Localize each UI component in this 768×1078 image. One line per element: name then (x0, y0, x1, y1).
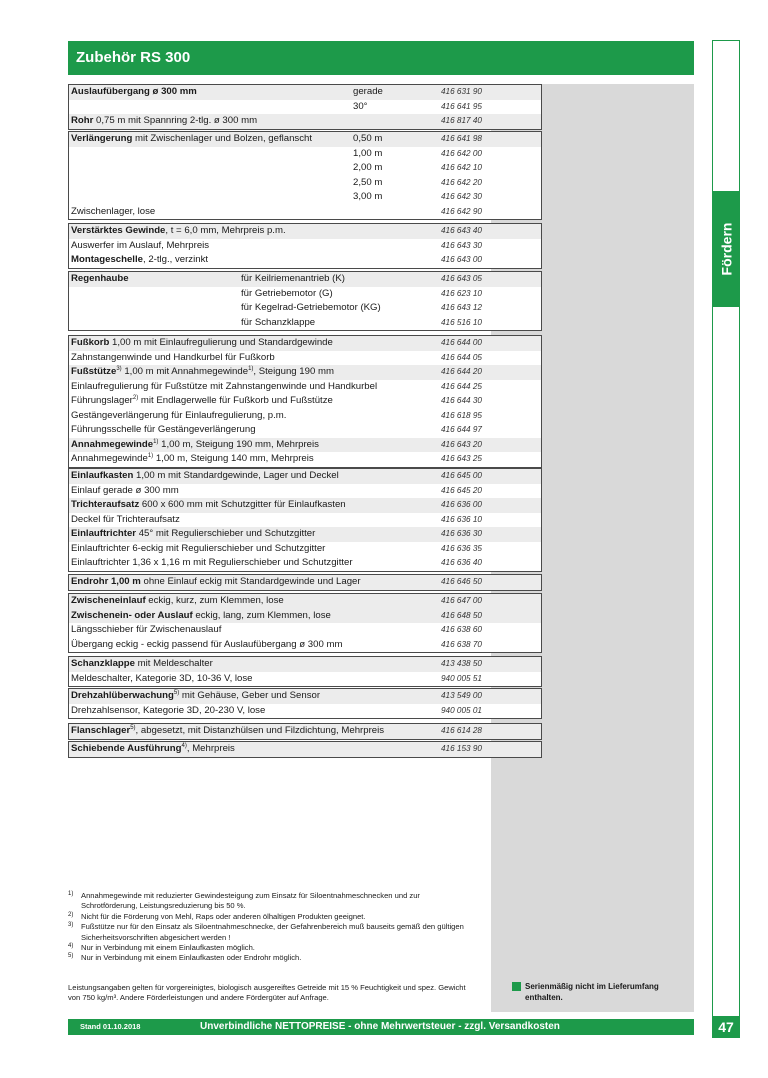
item-option: 30° (353, 100, 368, 112)
article-number: 416 648 50 (441, 610, 482, 620)
item-name: Auslaufübergang ø 300 mm (71, 86, 197, 97)
article-number: 413 549 00 (441, 691, 482, 700)
footnote: 2) Nicht für die Förderung von Mehl, Raps oder anderen ölhaltigen Produkten geeignet. (68, 911, 366, 921)
article-number: 940 005 01 (441, 705, 482, 715)
item-description (71, 704, 265, 719)
legend-text: Serienmäßig nicht im Lieferumfang enthalten. (525, 982, 659, 1002)
footnotes (68, 891, 468, 964)
table-row (69, 351, 541, 366)
item-detail: Einlauf gerade ø 300 mm (71, 484, 179, 496)
item-description (71, 724, 384, 739)
item-description (71, 542, 325, 557)
article-number: 416 643 25 (441, 454, 482, 463)
item-name: Fußstütze (71, 366, 117, 377)
item-description (71, 85, 197, 100)
table-row (69, 336, 541, 351)
item-name: Zwischenein- oder Auslauf (71, 609, 193, 621)
table-block (68, 223, 542, 269)
table-row (69, 452, 541, 467)
table-row (69, 287, 541, 302)
item-detail: mit Meldeschalter (134, 658, 213, 669)
article-number: 416 645 00 (441, 471, 482, 480)
item-description (71, 742, 235, 757)
article-number: 416 643 20 (441, 439, 482, 449)
article-number: 416 638 60 (441, 625, 482, 634)
item-description (71, 609, 331, 624)
table-row (69, 556, 541, 571)
article-number: 416 644 97 (441, 425, 482, 434)
article-number: 416 643 00 (441, 255, 482, 264)
article-number: 416 817 40 (441, 116, 482, 125)
item-detail: Zwischenlager, lose (71, 205, 156, 217)
article-number: 416 641 98 (441, 134, 482, 143)
item-detail: Übergang eckig - eckig passend für Auslaufübergang ø 300 mm (71, 638, 343, 650)
item-detail: Meldeschalter, Kategorie 3D, 10-36 V, lose (71, 672, 253, 684)
item-description (71, 224, 286, 239)
table-row (69, 672, 541, 687)
item-description (71, 132, 312, 147)
item-detail: Führungslager (71, 395, 133, 406)
item-option: für Keilriemenantrieb (K) (241, 273, 345, 284)
table-row (69, 638, 541, 653)
article-number: 416 636 35 (441, 543, 482, 553)
article-number: 416 641 95 (441, 101, 482, 111)
table-row (69, 542, 541, 557)
item-description (71, 657, 213, 672)
article-number: 416 614 28 (441, 726, 482, 735)
article-number: 416 643 12 (441, 303, 482, 312)
article-number: 416 636 30 (441, 529, 482, 538)
footer-bar (68, 1019, 694, 1035)
item-description (71, 452, 314, 467)
table-row (69, 623, 541, 638)
item-detail: Auswerfer im Auslauf, Mehrpreis (71, 239, 210, 251)
item-description (71, 409, 286, 424)
item-name: Rohr (71, 115, 94, 126)
table-block (68, 593, 542, 653)
table-row (69, 594, 541, 609)
article-number: 416 153 90 (441, 744, 482, 753)
item-name: Annahmegewinde (71, 438, 154, 450)
table-row (69, 190, 541, 205)
article-number: 416 642 90 (441, 206, 482, 216)
table-row (69, 132, 541, 147)
article-number: 416 644 30 (441, 396, 482, 405)
item-description (71, 498, 346, 513)
table-block (68, 574, 542, 591)
table-row (69, 484, 541, 499)
footnote-ref: 4) (181, 742, 187, 749)
item-detail: 1,00 m mit Annahmegewinde (121, 366, 249, 377)
table-row (69, 527, 541, 542)
item-description (71, 336, 333, 351)
item-detail: Längsschieber für Zwischenauslauf (71, 624, 222, 635)
item-description (71, 272, 129, 287)
article-number: 416 631 90 (441, 87, 482, 96)
table-row (69, 438, 541, 453)
item-detail: Einlauftrichter 1,36 x 1,16 m mit Regulierschieber und Schutzgitter (71, 557, 353, 568)
article-number: 416 644 20 (441, 367, 482, 376)
item-option: 2,50 m (353, 176, 383, 188)
item-option: für Getriebemotor (G) (241, 287, 333, 299)
item-detail: , 2-tlg., verzinkt (142, 254, 209, 265)
item-name: Einlauftrichter (71, 528, 137, 539)
item-name: Verlängerung (71, 133, 133, 144)
table-block (68, 84, 542, 130)
item-description (71, 623, 221, 638)
item-detail: Deckel für Trichteraufsatz (71, 513, 180, 525)
footnote-ref: 1) (147, 452, 154, 459)
item-description (71, 438, 319, 453)
table-block (68, 271, 542, 331)
table-row (69, 513, 541, 528)
footnote: 5) Nur in Verbindung mit einem Einlaufkasten oder Endrohr möglich. (68, 953, 302, 963)
table-block (68, 335, 542, 468)
table-block (68, 468, 542, 572)
article-number: 416 647 00 (441, 596, 482, 605)
item-description (71, 594, 284, 609)
table-block (68, 656, 542, 687)
table-row (69, 85, 541, 100)
article-number: 416 644 05 (441, 352, 482, 362)
item-name: Drehzahlüberwachung (71, 690, 174, 701)
item-detail: Einlaufregulierung für Fußstütze mit Zahnstangenwinde und Handkurbel (71, 380, 378, 392)
item-detail: Zahnstangenwinde und Handkurbel für Fußkorb (71, 351, 275, 363)
article-number: 416 644 25 (441, 381, 482, 391)
item-name: Montageschelle (71, 254, 143, 265)
item-option: gerade (353, 86, 383, 97)
item-detail: , t = 6,0 mm, Mehrpreis p.m. (165, 225, 286, 236)
table-row (69, 657, 541, 672)
item-description (71, 513, 180, 528)
article-number: 416 642 10 (441, 163, 482, 172)
footnote-ref: 2) (132, 394, 139, 401)
article-number: 416 636 40 (441, 558, 482, 567)
item-detail: Einlauftrichter 6-eckig mit Regulierschieber und Schutzgitter (71, 542, 326, 554)
item-detail: , Mehrpreis (186, 743, 235, 754)
table-row (69, 365, 541, 380)
article-number: 413 438 50 (441, 659, 482, 668)
item-detail: mit Zwischenlager und Bolzen, geflanscht (132, 133, 313, 144)
table-row (69, 742, 541, 757)
article-number: 416 645 20 (441, 485, 482, 495)
footnote-ref: 5) (173, 689, 180, 696)
table-block (68, 741, 542, 758)
item-detail: mit Gehäuse, Geber und Sensor (179, 690, 321, 701)
item-name: Trichteraufsatz (71, 499, 140, 510)
article-number: 416 644 00 (441, 338, 482, 347)
item-description (71, 556, 353, 571)
item-description (71, 484, 179, 499)
item-name: Fußkorb (71, 337, 110, 348)
item-name: Schanzklappe (71, 658, 135, 669)
table-block (68, 131, 542, 220)
item-description (71, 423, 256, 438)
table-row (69, 689, 541, 704)
footer-text: Unverbindliche NETTOPREISE - ohne Mehrwertsteuer - zzgl. Versandkosten (200, 1021, 560, 1032)
footnote: 1) Annahmegewinde mit reduzierter Gewindesteigung zum Einsatz für Siloentnahmeschnecken und zur Schrotförderung, Leistungsreduzierung bis 50 %. (68, 891, 420, 911)
article-number: 940 005 51 (441, 673, 482, 683)
table-row (69, 301, 541, 316)
table-row (69, 423, 541, 438)
item-description (71, 253, 208, 268)
footnote-ref: 1) (153, 438, 159, 445)
table-row (69, 100, 541, 115)
table-block (68, 688, 542, 719)
item-detail: 600 x 600 mm mit Schutzgitter für Einlaufkasten (139, 499, 346, 510)
item-detail: ohne Einlauf eckig mit Standardgewinde und Lager (140, 576, 361, 587)
table-row (69, 253, 541, 268)
item-description (71, 205, 155, 220)
item-description (71, 672, 253, 687)
item-detail: mit Endlagerwelle für Fußkorb und Fußstütze (138, 395, 333, 406)
footer-date: Stand 01.10.2018 (80, 1022, 141, 1031)
item-name: Einlaufkasten (71, 470, 134, 481)
item-option: 0,50 m (353, 133, 383, 144)
item-description (71, 527, 315, 542)
item-name: Endrohr 1,00 m (71, 576, 141, 587)
active-section-tab[interactable] (712, 191, 740, 307)
table-row (69, 176, 541, 191)
table-row (69, 575, 541, 590)
footnote-ref: 5) (130, 724, 136, 731)
performance-note: Leistungsangaben gelten für vorgereinigtes, biologisch ausgereiftes Getreide mit 15 % Feuchtigkeit und spez. Gewicht von 750 kg/m³. Andere Förderleistungen und andere Fördergüter auf Anfrage. (68, 983, 466, 1003)
footnote-ref: 1) (248, 365, 254, 372)
item-detail: eckig, lang, zum Klemmen, lose (192, 609, 331, 621)
table-row (69, 224, 541, 239)
legend (512, 981, 687, 1003)
item-option: für Schanzklappe (241, 316, 316, 328)
article-number: 416 643 30 (441, 240, 482, 250)
item-detail: Führungsschelle für Gestängeverlängerung (71, 424, 256, 435)
table-row (69, 205, 541, 220)
footnote-ref: 3) (116, 365, 122, 372)
green-square-icon (512, 982, 521, 991)
table-row (69, 114, 541, 129)
table-row (69, 239, 541, 254)
table-row (69, 409, 541, 424)
table-row (69, 147, 541, 162)
item-option: 3,00 m (353, 191, 383, 202)
footnote: 3) Fußstütze nur für den Einsatz als Siloentnahmeschnecke, der Gefahrenbereich muß bauseits gemäß den gültigen Sicherheitsvorschriften abgesichert werden ! (68, 922, 464, 942)
table-row (69, 316, 541, 331)
item-detail: 1,00 m mit Einlaufregulierung und Standardgewinde (109, 337, 333, 348)
table-row (69, 394, 541, 409)
item-name: Schiebende Ausführung (71, 743, 182, 754)
item-detail: 1,00 m mit Standardgewinde, Lager und Deckel (133, 470, 339, 481)
item-detail: , abgesetzt, mit Distanzhülsen und Filzdichtung, Mehrpreis (135, 725, 385, 736)
page-number: 47 (712, 1016, 740, 1038)
item-description (71, 638, 342, 653)
table-block (68, 723, 542, 740)
table-row (69, 704, 541, 719)
item-description (71, 239, 209, 254)
table-row (69, 272, 541, 287)
item-detail: Annahmegewinde (71, 453, 148, 464)
article-number: 416 638 70 (441, 639, 482, 649)
article-number: 416 643 40 (441, 226, 482, 235)
item-description (71, 365, 334, 380)
item-description (71, 394, 333, 409)
item-option: für Kegelrad-Getriebemotor (KG) (241, 302, 381, 313)
item-description (71, 380, 377, 395)
item-detail: 45° mit Regulierschieber und Schutzgitter (136, 528, 316, 539)
article-number: 416 636 00 (441, 500, 482, 509)
article-number: 416 516 10 (441, 317, 482, 327)
item-detail: , Steigung 190 mm (253, 366, 334, 377)
footnote: 4) Nur in Verbindung mit einem Einlaufkasten möglich. (68, 943, 255, 953)
page-title: Zubehör RS 300 (68, 41, 694, 75)
article-number: 416 623 10 (441, 288, 482, 298)
article-number: 416 643 05 (441, 274, 482, 283)
table-row (69, 161, 541, 176)
section-side-tab (712, 40, 740, 1026)
table-row (69, 469, 541, 484)
item-detail: eckig, kurz, zum Klemmen, lose (145, 595, 284, 606)
item-detail: Gestängeverlängerung für Einlaufregulierung, p.m. (71, 409, 287, 421)
item-option: 1,00 m (353, 147, 383, 159)
table-row (69, 498, 541, 513)
item-detail: 1,00 m, Steigung 140 mm, Mehrpreis (153, 453, 314, 464)
article-number: 416 642 00 (441, 148, 482, 158)
item-description (71, 689, 320, 704)
article-number: 416 646 50 (441, 577, 482, 586)
table-row (69, 380, 541, 395)
item-option: 2,00 m (353, 162, 383, 173)
table-row (69, 724, 541, 739)
item-name: Flanschlager (71, 725, 131, 736)
item-name: Verstärktes Gewinde (71, 225, 166, 236)
table-row (69, 609, 541, 624)
item-detail: Drehzahlsensor, Kategorie 3D, 20-230 V, lose (71, 704, 266, 716)
item-detail: 0,75 m mit Spannring 2-tlg. ø 300 mm (93, 115, 258, 126)
item-name: Zwischeneinlauf (71, 595, 146, 606)
article-number: 416 618 95 (441, 410, 482, 420)
article-number: 416 642 30 (441, 192, 482, 201)
item-description (71, 114, 257, 129)
article-number: 416 636 10 (441, 514, 482, 524)
item-description (71, 351, 275, 366)
article-number: 416 642 20 (441, 177, 482, 187)
item-detail: 1,00 m, Steigung 190 mm, Mehrpreis (158, 438, 319, 450)
item-name: Regenhaube (71, 273, 129, 284)
item-description (71, 575, 361, 590)
item-description (71, 469, 339, 484)
section-label: Fördern (718, 222, 735, 276)
